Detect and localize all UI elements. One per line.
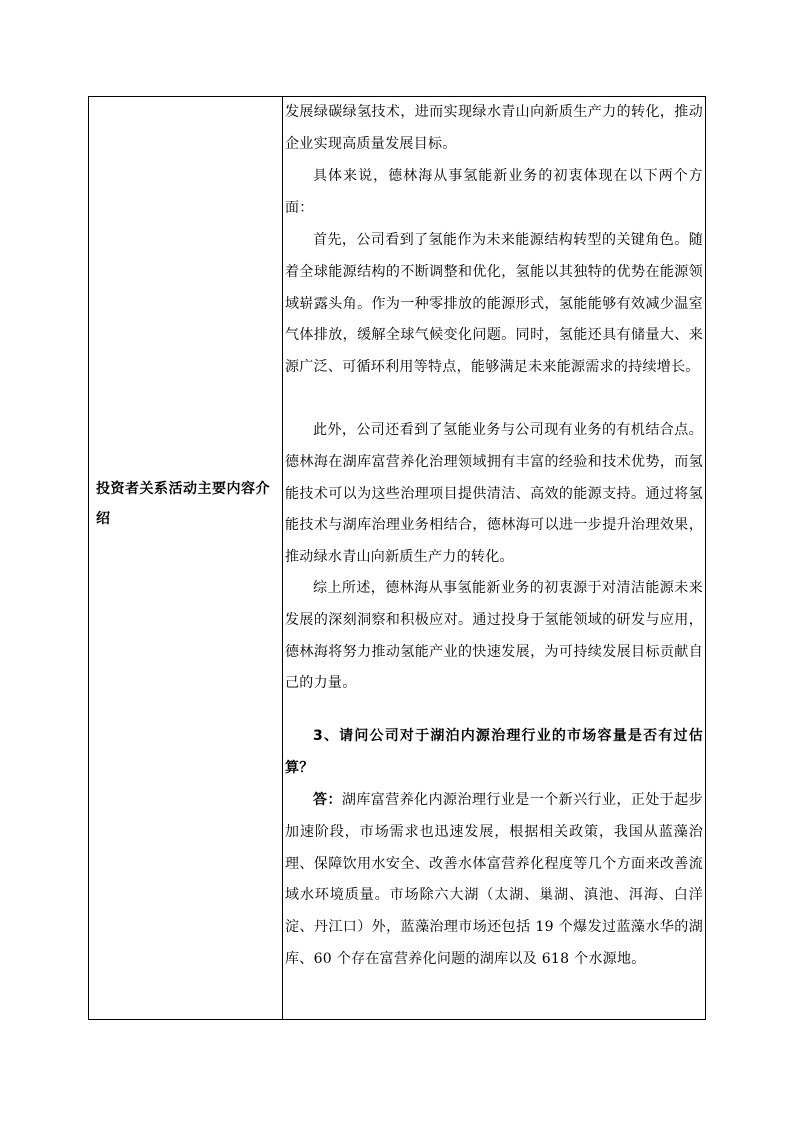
paragraph-intro: 具体来说，德林海从事氢能新业务的初衷体现在以下两个方面： — [285, 168, 703, 216]
paragraph-continuation: 发展绿碳绿氢技术，进而实现绿水青山向新质生产力的转化，推动企业实现高质量发展目标。 — [285, 104, 703, 152]
label-cell — [89, 97, 282, 1019]
answer-label: 答： — [313, 792, 342, 808]
paragraph-first-reason: 首先，公司看到了氢能作为未来能源结构转型的关键角色。随着全球能源结构的不断调整和优化，氢能以其独特的优势在能源领域崭露头角。作为一种零排放的能源形式，氢能能够有效减少温室气体排放，缓解全球气候变化问题。同时，氢能还具有储量大、来源广泛、可循环利用等特点，能够满足未来能源需求的持续增长。 — [285, 232, 703, 376]
paragraph-summary: 综上所述，德林海从事氢能新业务的初衷源于对清洁能源未来发展的深刻洞察和积极应对。通过投身于氢能领域的研发与应用，德林海将努力推动氢能产业的快速发展，为可持续发展目标贡献自己的力量。 — [285, 580, 703, 692]
answer-text: 湖库富营养化内源治理行业是一个新兴行业，正处于起步加速阶段，市场需求也迅速发展，根据相关政策，我国从蓝藻治理、保障饮用水安全、改善水体富营养化程度等几个方面来改善流域水环境质量。市场除六大湖（太湖、巢湖、滇池、洱海、白洋淀、丹江口）外，蓝藻治理市场还包括 19 个爆发过蓝藻水华的湖库、60 个存在富营养化问题的湖库以及 618 个水源地。 — [285, 792, 703, 967]
info-table — [88, 96, 706, 1020]
answer-paragraph — [285, 785, 703, 976]
question-heading: 3、请问公司对于湖泊内源治理行业的市场容量是否有过估算？ — [285, 728, 703, 776]
paragraph-second-reason: 此外，公司还看到了氢能业务与公司现有业务的有机结合点。德林海在湖库富营养化治理领域拥有丰富的经验和技术优势，而氢能技术可以为这些治理项目提供清洁、高效的能源支持。通过将氢能技术与湖库治理业务相结合，德林海可以进一步提升治理效果，推动绿水青山向新质生产力的转化。 — [285, 422, 703, 566]
content-cell — [283, 97, 707, 1019]
row-label: 投资者关系活动主要内容介绍 — [96, 481, 270, 527]
